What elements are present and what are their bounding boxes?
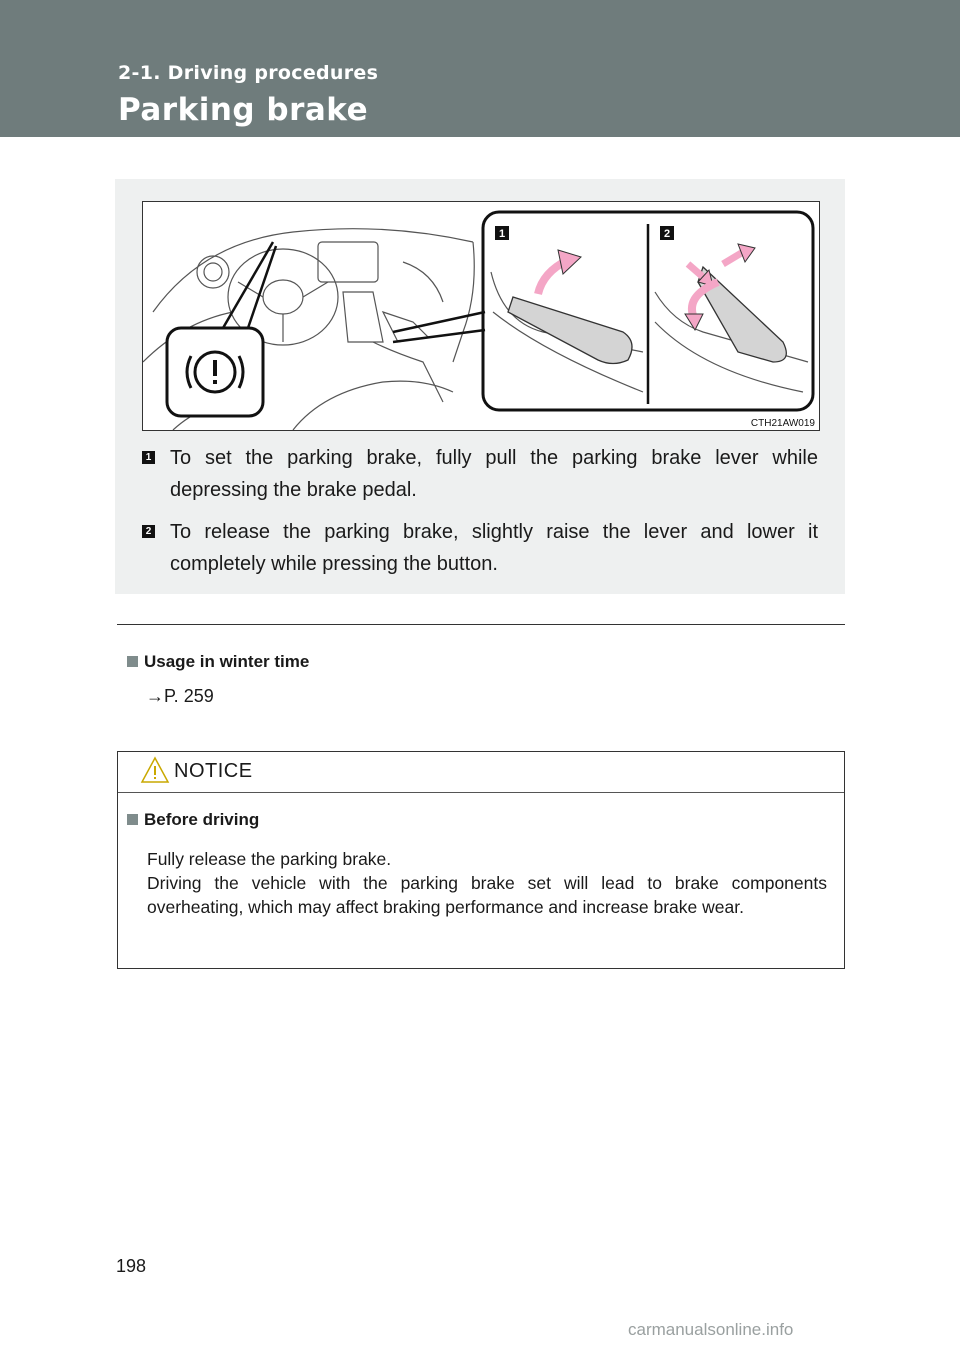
notice-box: [117, 751, 845, 969]
step-item: [142, 516, 818, 580]
winter-reference-link[interactable]: →P. 259: [146, 686, 214, 706]
square-bullet-icon: [127, 814, 138, 825]
section-divider: [117, 624, 845, 625]
notice-subheading-text: Before driving: [144, 810, 260, 829]
notice-line: Driving the vehicle with the parking brake set will lead to brake components overheating, which may affect braking performance and increase brake wear.: [147, 873, 827, 917]
notice-body: [147, 847, 827, 919]
illustration-drawing: [143, 202, 819, 430]
section-label: 2-1. Driving procedures: [118, 62, 379, 84]
notice-line: Fully release the parking brake.: [147, 849, 392, 869]
callout-marker-2: 2: [663, 228, 671, 240]
page-header: [0, 0, 960, 137]
square-bullet-icon: [127, 656, 138, 667]
watermark: carmanualsonline.info: [628, 1320, 794, 1339]
callout-marker-1: 1: [498, 228, 506, 240]
notice-label: NOTICE: [174, 760, 253, 782]
notice-subheading: [127, 810, 259, 830]
figure-code: CTH21AW019: [750, 418, 815, 429]
step-marker-2: 2: [142, 525, 155, 538]
parking-brake-illustration: [142, 201, 820, 431]
winter-heading: [127, 652, 309, 672]
winter-heading-text: Usage in winter time: [144, 652, 310, 671]
step-item: [142, 442, 818, 506]
page-title: Parking brake: [118, 92, 369, 128]
step-marker-1: 1: [142, 451, 155, 464]
caution-triangle-icon: [140, 756, 170, 784]
page-number: 198: [116, 1256, 147, 1276]
steps-list: [142, 442, 818, 590]
step-text: To release the parking brake, slightly raise the lever and lower it completely while pressing the button.: [170, 521, 818, 575]
step-text: To set the parking brake, fully pull the parking brake lever while depressing the brake pedal.: [170, 447, 818, 501]
figure-panel: [115, 179, 845, 594]
notice-header: [118, 752, 844, 793]
